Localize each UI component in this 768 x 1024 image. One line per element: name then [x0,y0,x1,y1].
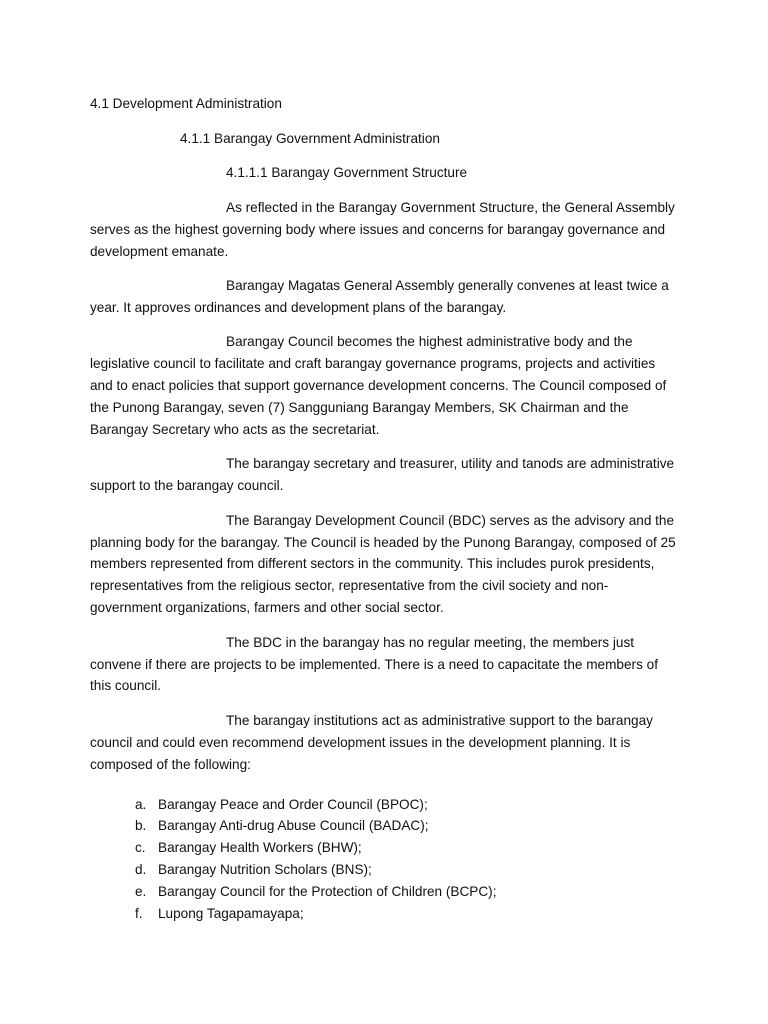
list-item-text: Barangay Council for the Protection of Children (BCPC); [158,884,497,900]
paragraph-bdc-meetings: The BDC in the barangay has no regular meeting, the members just convene if there are projects to be implemented. There is a need to capacitate the members of this council. [90,634,658,694]
list-item [90,794,680,816]
list-marker: c. [135,840,146,856]
paragraph-barangay-council: Barangay Council becomes the highest administrative body and the legislative council to facilitate and craft barangay governance programs, projects and activities and to enact policies that support governance development concerns. The Council composed of the Punong Barangay, seven (7) Sangguniang Barangay Members, SK Chairman and the Barangay Secretary who acts as the secretariat. [90,334,667,437]
paragraph-administrative-support: The barangay secretary and treasurer, utility and tanods are administrative support to the barangay council. [90,456,675,494]
institutions-list [90,794,680,925]
list-item [90,859,680,881]
list-marker: a. [135,796,147,812]
subsubsection-heading: 4.1.1.1 Barangay Government Structure [226,164,468,180]
list-item [90,815,680,837]
list-item-text: Barangay Peace and Order Council (BPOC); [158,796,428,812]
list-marker: f. [135,906,143,922]
list-marker: d. [135,862,147,878]
list-item [90,837,680,859]
paragraph-bdc: The Barangay Development Council (BDC) serves as the advisory and the planning body for the barangay. The Council is headed by the Punong Barangay, composed of 25 members represented from different sectors in the community. This includes purok presidents, representatives from the religious sector, representative from the civil society and non-government organizations, farmers and other social sector. [90,512,676,616]
list-item-text: Lupong Tagapamayapa; [158,906,304,922]
list-item-text: Barangay Anti-drug Abuse Council (BADAC); [158,818,429,834]
list-marker: e. [135,884,147,900]
list-item-text: Barangay Health Workers (BHW); [158,840,362,856]
list-item [90,903,680,925]
subsection-heading: 4.1.1 Barangay Government Administration [180,130,440,146]
section-heading: 4.1 Development Administration [90,96,282,111]
paragraph-assembly-convenes: Barangay Magatas General Assembly generally convenes at least twice a year. It approves ordinances and development plans of the barangay. [90,277,669,315]
document-page [90,93,680,925]
list-item [90,881,680,903]
paragraph-general-assembly: As reflected in the Barangay Government Structure, the General Assembly serves as the highest governing body where issues and concerns for barangay governance and development emanate. [90,199,675,259]
list-item-text: Barangay Nutrition Scholars (BNS); [158,862,372,878]
paragraph-barangay-institutions: The barangay institutions act as administrative support to the barangay council and could even recommend development issues in the development planning. It is composed of the following: [90,712,653,772]
list-marker: b. [135,818,147,834]
